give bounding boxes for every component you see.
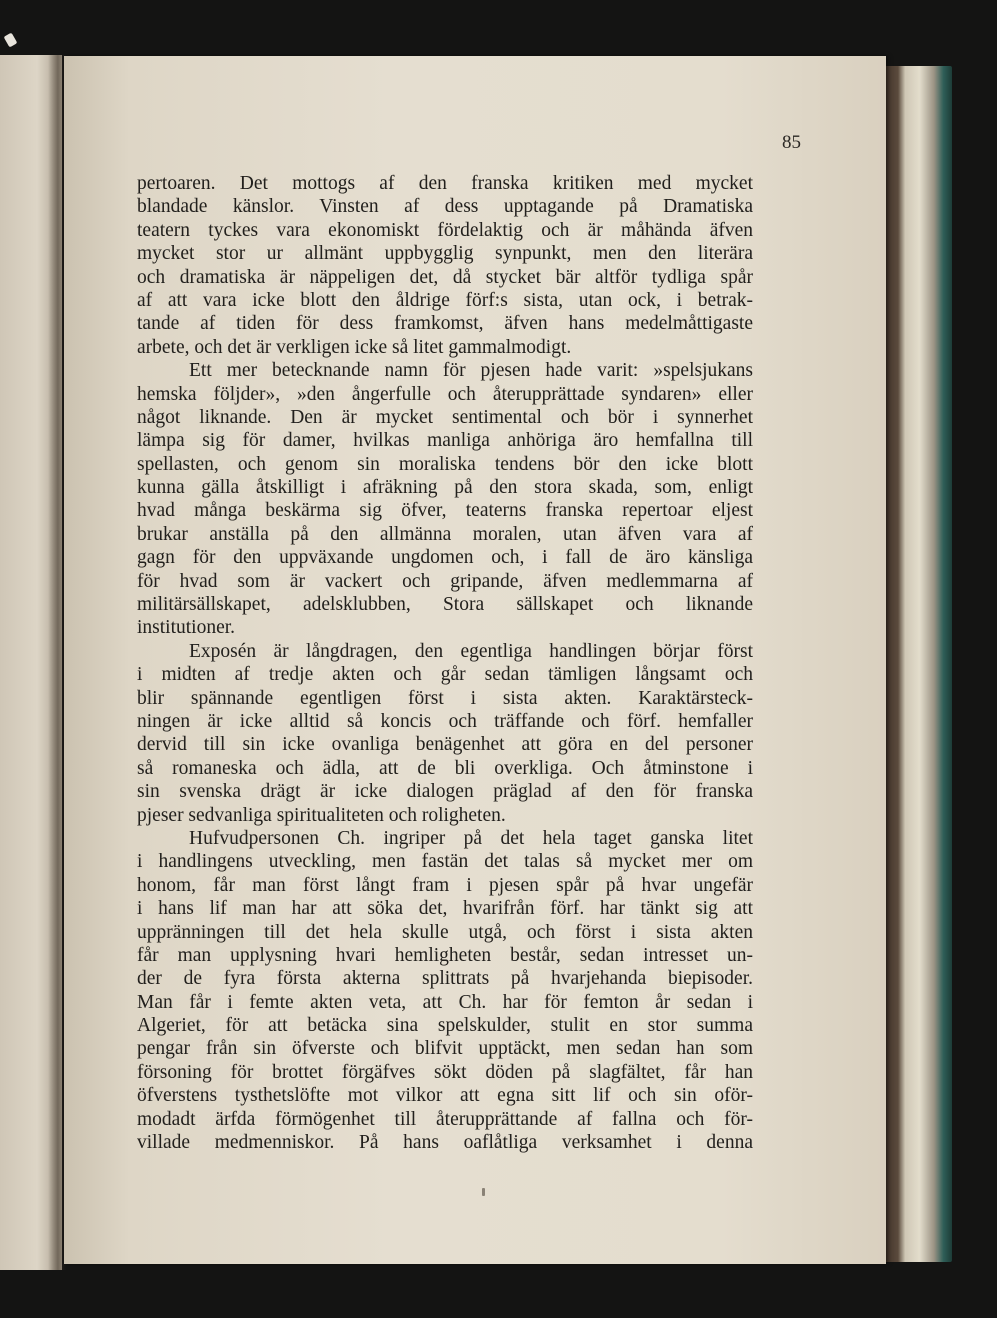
text-line: kunna gälla åtskilligt i afräkning på den stora skada, som, enligt [137, 477, 753, 499]
text-line: blandade känslor. Vinsten af dess upptagande på Dramatiska [137, 196, 753, 218]
text-line: Hufvudpersonen Ch. ingriper på det hela taget ganska litet [189, 827, 753, 849]
text-line: Exposén är långdragen, den egentliga handlingen börjar först [189, 640, 753, 662]
text-line: pertoaren. Det mottogs af den franska kritiken med mycket [137, 173, 753, 194]
text-line: pengar från sin öfverste och blifvit upptäckt, men sedan han som [137, 1038, 753, 1060]
text-line: tande af tiden för dess framkomst, äfven hans medelmåttigaste [137, 313, 753, 335]
text-line: Ett mer betecknande namn för pjesen hade varit: »spelsjukans [189, 360, 753, 382]
print-mark [482, 1188, 485, 1196]
text-line: teatern tyckes vara ekonomiskt fördelaktig och är måhända äfven [137, 219, 753, 241]
page-number: 85 [782, 132, 801, 153]
text-line: lämpa sig för damer, hvilkas manliga anhöriga äro hemfallna till [137, 430, 753, 452]
text-line: der de fyra första akterna splittrats på hvarjehanda biepisoder. [137, 968, 753, 990]
text-line: hemska följder», »den ångerfulle och återupprättade syndaren» eller [137, 383, 753, 405]
text-line: brukar anställa på den allmänna moralen, utan äfven vara af [137, 523, 753, 545]
text-line: så romaneska och ädla, att de bli overkliga. Och åtminstone i [137, 757, 753, 779]
text-line: gagn för den uppväxande ungdomen och, i fall de äro känsliga [137, 547, 753, 569]
text-line: institutioner. [137, 617, 236, 639]
book-edge [880, 66, 952, 1262]
text-line: i midten af tredje akten och går sedan tämligen långsamt och [137, 664, 753, 686]
text-line: för hvad som är vackert och gripande, äfven medlemmarna af [137, 570, 753, 592]
text-line: uppränningen till det hela skulle utgå, och först i sista akten [137, 921, 753, 943]
text-line: får man upplysning hvari hemligheten består, sedan intresset un- [137, 944, 753, 966]
text-line: hvad många beskärma sig öfver, teaterns franska repertoar eljest [137, 500, 753, 522]
text-line: något liknande. Den är mycket sentimental och bör i synnerhet [137, 406, 753, 428]
text-line: i hans lif man har att söka det, hvarifrån förf. har tänkt sig att [137, 898, 753, 920]
page-text [137, 172, 753, 1154]
text-line: ningen är icke alltid så koncis och träffande och förf. hemfaller [137, 710, 753, 732]
text-line: villade medmenniskor. På hans oaflåtliga verksamhet i denna [137, 1132, 753, 1154]
text-line: Algeriet, för att betäcka sina spelskulder, stulit en stor summa [137, 1015, 753, 1037]
text-line: pjeser sedvanliga spiritualiteten och roligheten. [137, 804, 506, 826]
text-line: modadt ärfda förmögenhet till återupprättande af fallna och för- [137, 1108, 753, 1130]
text-line: af att vara icke blott den åldrige förf:s sista, utan ock, i betrak- [137, 289, 753, 311]
text-line: Man får i femte akten veta, att Ch. har för femton år sedan i [137, 991, 753, 1013]
text-line: spellasten, och genom sin moraliska tendens bör den icke blott [137, 453, 753, 475]
text-line: och dramatiska är näppeligen det, då stycket bär altför tydliga spår [137, 266, 753, 288]
text-line: mycket stor ur allmänt uppbygglig synpunkt, men den literära [137, 243, 753, 265]
text-line: öfverstens tysthetslöfte mot vilkor att egna sitt lif och sin oför- [137, 1085, 753, 1107]
corner-mark [4, 33, 18, 48]
text-line: militärsällskapet, adelsklubben, Stora sällskapet och liknande [137, 594, 753, 616]
text-line: blir spännande egentligen först i sista akten. Karaktärsteck- [137, 687, 753, 709]
text-line: i handlingens utveckling, men fastän det talas så mycket mer om [137, 851, 753, 873]
text-line: sin svenska drägt är icke dialogen präglad af den för franska [137, 781, 753, 803]
text-line: honom, får man först långt fram i pjesen spår på hvar ungefär [137, 874, 753, 896]
text-line: arbete, och det är verkligen icke så litet gammalmodigt. [137, 336, 572, 358]
text-line: dervid till sin icke ovanliga benägenhet att göra en del personer [137, 734, 753, 756]
text-line: försoning för brottet förgäfves sökt döden på slagfältet, får han [137, 1061, 753, 1083]
